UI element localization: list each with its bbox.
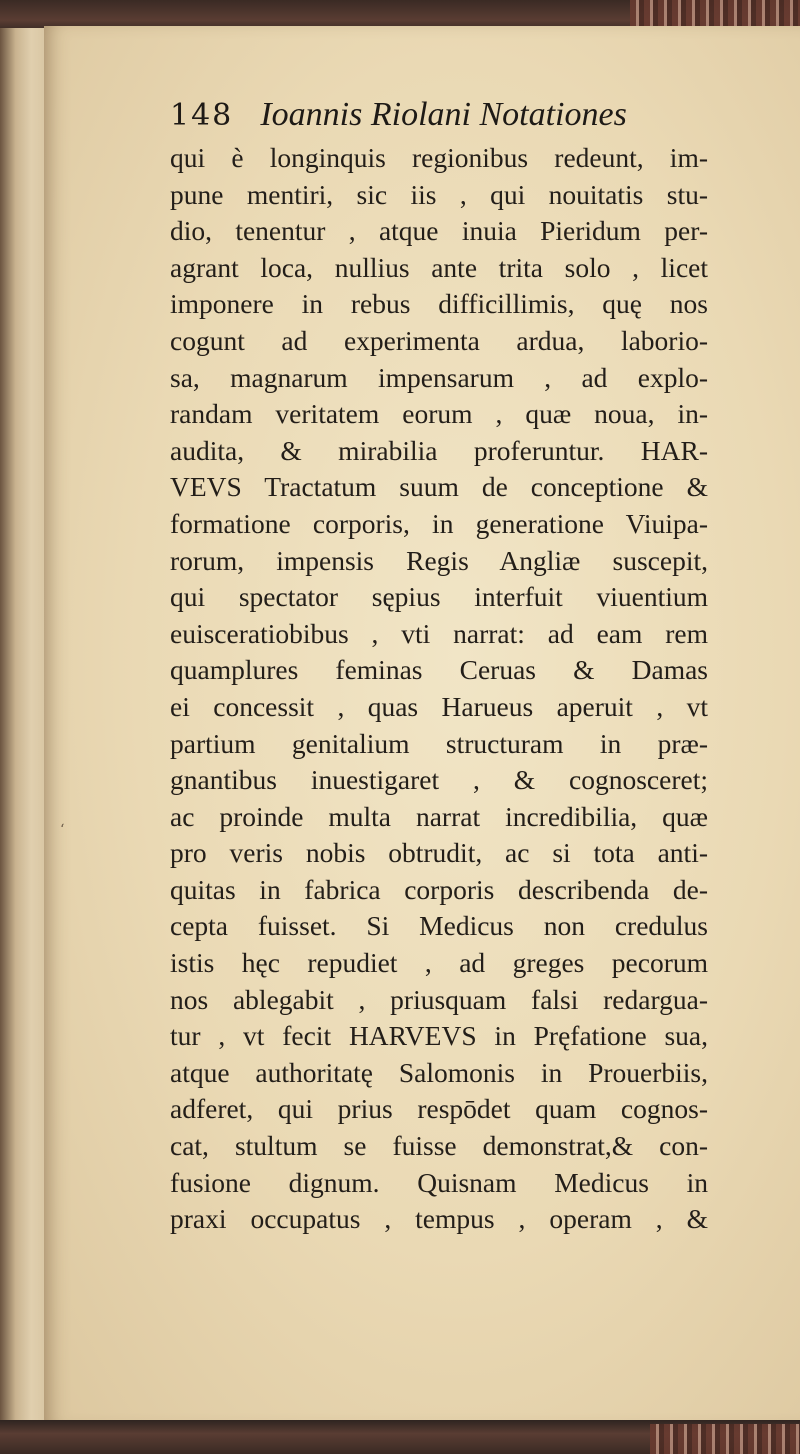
text-line: rorum, impensis Regis Angliæ suscepit, (170, 544, 708, 576)
text-line: partium genitalium structuram in præ- (170, 727, 708, 759)
text-line: cat, stultum se fuisse demonstrat,& con- (170, 1130, 708, 1162)
text-line: qui spectator sępius interfuit viuentium (170, 581, 708, 613)
text-line: VEVS Tractatum suum de conceptione & (170, 471, 708, 503)
bottom-book-binding (0, 1420, 800, 1454)
text-line: dio, tenentur , atque inuia Pieridum per- (170, 215, 708, 247)
text-line: imponere in rebus difficillimis, quę nos (170, 288, 708, 320)
text-line: gnantibus inuestigaret , & cognosceret; (170, 764, 708, 796)
text-line: praxi occupatus , tempus , operam , & (170, 1203, 708, 1235)
running-title: Ioannis Riolani Notationes (260, 96, 627, 133)
text-line: fusione dignum. Quisnam Medicus in (170, 1166, 708, 1198)
page-header (170, 96, 790, 146)
text-line: formatione corporis, in generatione Viuipa- (170, 507, 708, 539)
text-line: euisceratiobibus , vti narrat: ad eam rem (170, 617, 708, 649)
margin-mark: ‘ (60, 822, 65, 838)
text-line: quitas in fabrica corporis describenda de- (170, 873, 708, 905)
text-line: istis hęc repudiet , ad greges pecorum (170, 947, 708, 979)
text-line: cogunt ad experimenta ardua, laborio- (170, 324, 708, 356)
body-text (170, 140, 708, 1238)
page-number: 148 (170, 98, 234, 133)
text-line: ac proinde multa narrat incredibilia, quæ (170, 800, 708, 832)
text-line: pro veris nobis obtrudit, ac si tota anti- (170, 837, 708, 869)
text-line: agrant loca, nullius ante trita solo , licet (170, 251, 708, 283)
text-line: qui è longinquis regionibus redeunt, im- (170, 142, 708, 173)
bottom-page-edges (650, 1424, 800, 1454)
text-line: nos ablegabit , priusquam falsi redargua- (170, 983, 708, 1015)
text-line: sa, magnarum impensarum , ad explo- (170, 361, 708, 393)
text-line: adferet, qui prius respōdet quam cognos- (170, 1093, 708, 1125)
text-line: randam veritatem eorum , quæ noua, in- (170, 398, 708, 430)
text-line: pune mentiri, sic iis , qui nouitatis stu- (170, 178, 708, 210)
text-line: quamplures feminas Ceruas & Damas (170, 654, 708, 686)
text-line: tur , vt fecit HARVEVS in Pręfatione sua, (170, 1020, 708, 1052)
text-line: ei concessit , quas Harueus aperuit , vt (170, 690, 708, 722)
text-line: cepta fuisset. Si Medicus non credulus (170, 910, 708, 942)
text-line: atque authoritatę Salomonis in Prouerbiis, (170, 1056, 708, 1088)
text-line: audita, & mirabilia proferuntur. HAR- (170, 434, 708, 466)
